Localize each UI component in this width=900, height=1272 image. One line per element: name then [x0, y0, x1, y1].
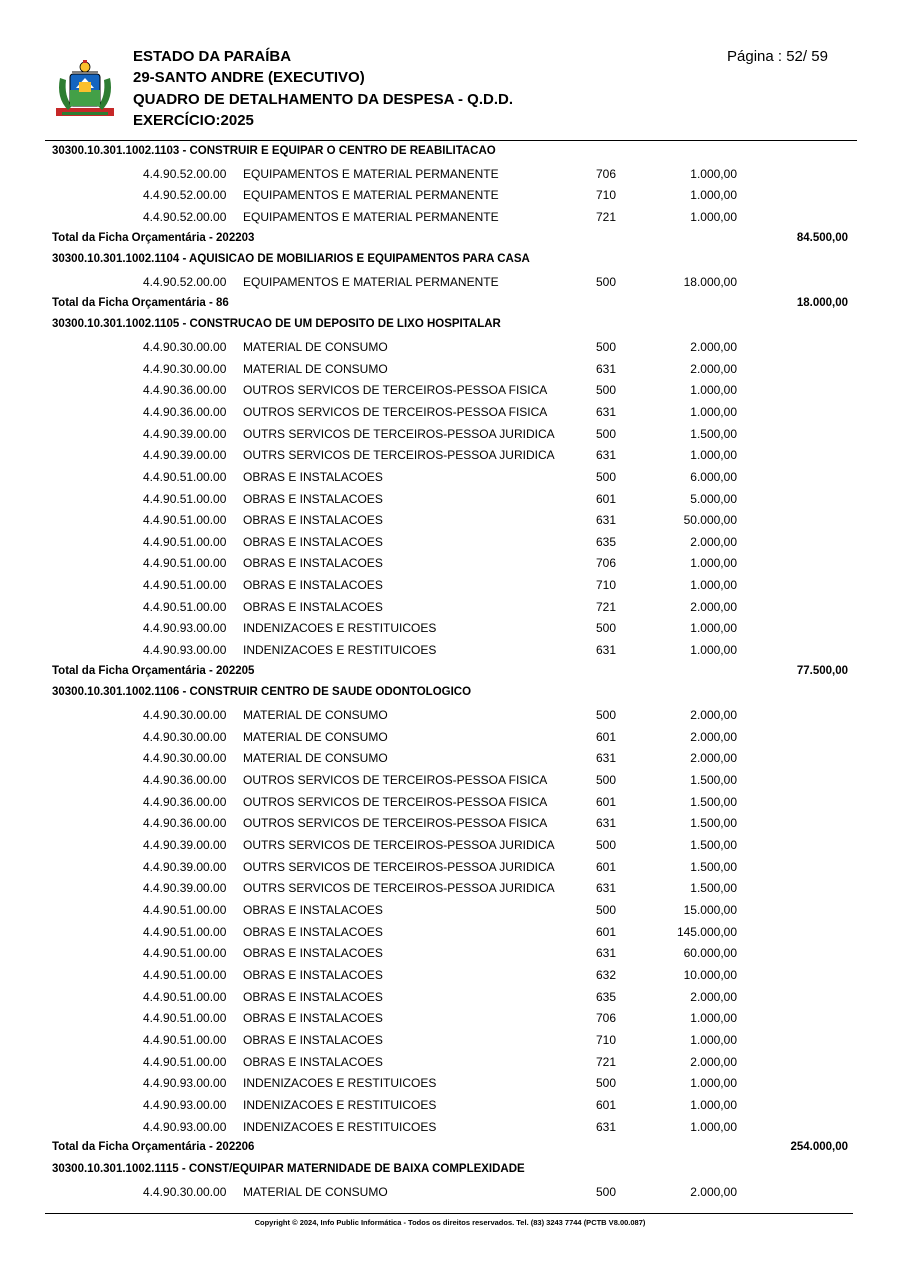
expense-code: 4.4.90.51.00.00: [143, 534, 227, 549]
expense-description: OBRAS E INSTALACOES: [243, 491, 383, 506]
resource-source: 500: [596, 838, 617, 852]
expense-value: 1.000,00: [690, 209, 737, 224]
expense-description: OBRAS E INSTALACOES: [243, 534, 383, 549]
expense-code: 4.4.90.30.00.00: [143, 708, 227, 723]
resource-source: 500: [596, 708, 617, 723]
table-row: [0, 986, 900, 1008]
expense-code: 4.4.90.51.00.00: [143, 967, 227, 982]
table-row: [0, 1116, 900, 1138]
resource-source: 601: [596, 729, 617, 744]
table-row: [0, 921, 900, 943]
header-report-title: QUADRO DE DETALHAMENTO DA DESPESA - Q.D.D.: [133, 91, 514, 108]
table-row: [0, 726, 900, 748]
resource-source: 632: [596, 967, 617, 982]
resource-source: 500: [596, 621, 617, 636]
resource-source: 635: [596, 989, 617, 1004]
expense-code: 4.4.90.93.00.00: [143, 1119, 227, 1134]
expense-code: 4.4.90.30.00.00: [143, 339, 227, 354]
expense-description: EQUIPAMENTOS E MATERIAL PERMANENTE: [243, 209, 499, 224]
expense-value: 10.000,00: [683, 967, 737, 982]
expense-value: 1.000,00: [690, 1119, 737, 1134]
expense-value: 1.500,00: [690, 859, 737, 874]
resource-source: 721: [596, 599, 617, 614]
total-label: Total da Ficha Orçamentária - 202203: [52, 231, 255, 244]
resource-source: 601: [596, 924, 617, 939]
expense-description: OUTRS SERVICOS DE TERCEIROS-PESSOA JURIDICA: [243, 838, 555, 852]
expense-value: 1.000,00: [690, 166, 737, 181]
expense-description: OUTROS SERVICOS DE TERCEIROS-PESSOA FISICA: [243, 404, 548, 419]
total-row: [0, 228, 900, 250]
table-row: [0, 1072, 900, 1094]
expense-value: 1.000,00: [690, 1011, 737, 1026]
expense-description: MATERIAL DE CONSUMO: [243, 751, 388, 766]
action-heading-row: [0, 141, 900, 163]
expense-value: 2.000,00: [690, 989, 737, 1004]
expense-code: 4.4.90.36.00.00: [143, 773, 227, 788]
action-heading-row: [0, 682, 900, 704]
expense-description: INDENIZACOES E RESTITUICOES: [243, 1119, 437, 1134]
expense-code: 4.4.90.51.00.00: [143, 946, 227, 961]
footer-copyright: Copyright © 2024, Info Public Informática - Todos os direitos reservados. Tel. (83) 3243 7744 (PCTB V8.00.087): [254, 1218, 646, 1227]
expense-code: 4.4.90.93.00.00: [143, 1097, 227, 1112]
resource-source: 500: [596, 339, 617, 354]
table-row: [0, 163, 900, 185]
expense-code: 4.4.90.51.00.00: [143, 989, 227, 1004]
expense-description: OBRAS E INSTALACOES: [243, 967, 383, 982]
expense-description: INDENIZACOES E RESTITUICOES: [243, 1076, 437, 1091]
table-row: [0, 336, 900, 358]
expense-code: 4.4.90.30.00.00: [143, 361, 227, 376]
resource-source: 500: [596, 383, 617, 398]
action-heading-row: [0, 249, 900, 271]
expense-description: MATERIAL DE CONSUMO: [243, 708, 388, 723]
action-heading: 30300.10.301.1002.1105 - CONSTRUCAO DE UM DEPOSITO DE LIXO HOSPITALAR: [52, 318, 501, 331]
expense-code: 4.4.90.93.00.00: [143, 643, 227, 658]
total-row: [0, 293, 900, 315]
expense-description: OBRAS E INSTALACOES: [243, 1011, 383, 1026]
resource-source: 631: [596, 513, 617, 528]
table-row: [0, 358, 900, 380]
expense-table: [0, 141, 900, 1202]
resource-source: 631: [596, 816, 617, 831]
expense-description: OBRAS E INSTALACOES: [243, 513, 383, 528]
total-label: Total da Ficha Orçamentária - 202206: [52, 1141, 255, 1154]
table-row: [0, 639, 900, 661]
resource-source: 631: [596, 946, 617, 961]
resource-source: 631: [596, 881, 617, 896]
table-row: [0, 466, 900, 488]
expense-code: 4.4.90.51.00.00: [143, 599, 227, 614]
expense-code: 4.4.90.51.00.00: [143, 924, 227, 939]
resource-source: 500: [596, 902, 617, 917]
expense-code: 4.4.90.51.00.00: [143, 513, 227, 528]
expense-code: 4.4.90.39.00.00: [143, 426, 227, 441]
expense-description: OBRAS E INSTALACOES: [243, 902, 383, 917]
expense-code: 4.4.90.36.00.00: [143, 404, 227, 419]
header-entity: 29-SANTO ANDRE (EXECUTIVO): [133, 69, 365, 86]
expense-value: 1.500,00: [690, 881, 737, 896]
expense-description: OBRAS E INSTALACOES: [243, 989, 383, 1004]
expense-description: MATERIAL DE CONSUMO: [243, 1184, 388, 1199]
resource-source: 710: [596, 578, 617, 593]
total-value: 77.500,00: [796, 664, 848, 677]
expense-code: 4.4.90.51.00.00: [143, 1054, 227, 1069]
expense-description: OUTRS SERVICOS DE TERCEIROS-PESSOA JURIDICA: [243, 426, 555, 441]
expense-value: 1.500,00: [690, 816, 737, 831]
footer-divider: [45, 1213, 853, 1214]
total-value: 18.000,00: [796, 296, 848, 309]
resource-source: 706: [596, 166, 617, 181]
expense-value: 2.000,00: [690, 599, 737, 614]
expense-description: EQUIPAMENTOS E MATERIAL PERMANENTE: [243, 166, 499, 181]
expense-description: OBRAS E INSTALACOES: [243, 1032, 383, 1047]
expense-code: 4.4.90.51.00.00: [143, 902, 227, 917]
expense-description: OUTROS SERVICOS DE TERCEIROS-PESSOA FISICA: [243, 816, 548, 831]
table-row: [0, 509, 900, 531]
expense-description: OUTRS SERVICOS DE TERCEIROS-PESSOA JURIDICA: [243, 448, 555, 463]
expense-value: 1.500,00: [690, 794, 737, 809]
resource-source: 500: [596, 426, 617, 441]
table-row: [0, 942, 900, 964]
expense-value: 1.000,00: [690, 1097, 737, 1112]
resource-source: 631: [596, 643, 617, 658]
resource-source: 500: [596, 1184, 617, 1199]
total-value: 84.500,00: [796, 231, 848, 244]
expense-code: 4.4.90.30.00.00: [143, 729, 227, 744]
total-value: 254.000,00: [790, 1141, 848, 1154]
table-row: [0, 747, 900, 769]
expense-code: 4.4.90.93.00.00: [143, 621, 227, 636]
resource-source: 721: [596, 209, 617, 224]
expense-description: OUTROS SERVICOS DE TERCEIROS-PESSOA FISICA: [243, 794, 548, 809]
expense-value: 2.000,00: [690, 708, 737, 723]
expense-description: INDENIZACOES E RESTITUICOES: [243, 1097, 437, 1112]
expense-value: 1.000,00: [690, 383, 737, 398]
expense-code: 4.4.90.39.00.00: [143, 448, 227, 463]
expense-value: 1.000,00: [690, 643, 737, 658]
expense-code: 4.4.90.52.00.00: [143, 274, 227, 289]
total-row: [0, 1137, 900, 1159]
expense-value: 6.000,00: [690, 469, 737, 484]
resource-source: 710: [596, 188, 617, 203]
resource-source: 500: [596, 469, 617, 484]
table-row: [0, 1051, 900, 1073]
table-row: [0, 1007, 900, 1029]
page-number: Página : 52/ 59: [727, 48, 828, 65]
expense-description: OBRAS E INSTALACOES: [243, 469, 383, 484]
expense-code: 4.4.90.30.00.00: [143, 751, 227, 766]
expense-value: 2.000,00: [690, 751, 737, 766]
table-row: [0, 531, 900, 553]
expense-value: 1.000,00: [690, 448, 737, 463]
expense-code: 4.4.90.30.00.00: [143, 1184, 227, 1199]
resource-source: 631: [596, 448, 617, 463]
resource-source: 631: [596, 404, 617, 419]
table-row: [0, 834, 900, 856]
expense-code: 4.4.90.51.00.00: [143, 491, 227, 506]
resource-source: 601: [596, 491, 617, 506]
resource-source: 706: [596, 1011, 617, 1026]
table-row: [0, 271, 900, 293]
table-row: [0, 769, 900, 791]
resource-source: 631: [596, 361, 617, 376]
expense-code: 4.4.90.36.00.00: [143, 383, 227, 398]
expense-code: 4.4.90.51.00.00: [143, 1032, 227, 1047]
expense-description: OUTRS SERVICOS DE TERCEIROS-PESSOA JURIDICA: [243, 881, 555, 896]
action-heading: 30300.10.301.1002.1106 - CONSTRUIR CENTRO DE SAUDE ODONTOLOGICO: [52, 686, 472, 699]
table-row: [0, 812, 900, 834]
expense-code: 4.4.90.93.00.00: [143, 1076, 227, 1091]
expense-description: OUTROS SERVICOS DE TERCEIROS-PESSOA FISICA: [243, 383, 548, 398]
expense-code: 4.4.90.39.00.00: [143, 881, 227, 896]
expense-description: EQUIPAMENTOS E MATERIAL PERMANENTE: [243, 188, 499, 203]
table-row: [0, 704, 900, 726]
resource-source: 706: [596, 556, 617, 571]
expense-description: OBRAS E INSTALACOES: [243, 1054, 383, 1069]
expense-description: EQUIPAMENTOS E MATERIAL PERMANENTE: [243, 274, 499, 289]
expense-description: OUTROS SERVICOS DE TERCEIROS-PESSOA FISICA: [243, 773, 548, 788]
expense-code: 4.4.90.39.00.00: [143, 838, 227, 852]
table-row: [0, 401, 900, 423]
table-row: [0, 856, 900, 878]
action-heading-row: [0, 314, 900, 336]
expense-value: 1.500,00: [690, 838, 737, 852]
resource-source: 500: [596, 1076, 617, 1091]
expense-value: 2.000,00: [690, 361, 737, 376]
table-row: [0, 1094, 900, 1116]
table-row: [0, 184, 900, 206]
resource-source: 601: [596, 859, 617, 874]
expense-value: 2.000,00: [690, 1054, 737, 1069]
page-header: [0, 0, 900, 142]
table-row: [0, 444, 900, 466]
table-row: [0, 1181, 900, 1203]
table-row: [0, 617, 900, 639]
table-row: [0, 206, 900, 228]
resource-source: 721: [596, 1054, 617, 1069]
action-heading: 30300.10.301.1002.1103 - CONSTRUIR E EQUIPAR O CENTRO DE REABILITACAO: [52, 145, 496, 157]
expense-value: 1.000,00: [690, 621, 737, 636]
expense-description: OBRAS E INSTALACOES: [243, 578, 383, 593]
expense-code: 4.4.90.36.00.00: [143, 794, 227, 809]
expense-code: 4.4.90.52.00.00: [143, 209, 227, 224]
resource-source: 601: [596, 1097, 617, 1112]
expense-value: 145.000,00: [676, 924, 737, 939]
action-heading: 30300.10.301.1002.1104 - AQUISICAO DE MOBILIARIOS E EQUIPAMENTOS PARA CASA: [52, 253, 530, 266]
action-heading-row: [0, 1159, 900, 1181]
table-row: [0, 552, 900, 574]
expense-code: 4.4.90.51.00.00: [143, 469, 227, 484]
table-row: [0, 423, 900, 445]
expense-description: INDENIZACOES E RESTITUICOES: [243, 621, 437, 636]
expense-value: 2.000,00: [690, 339, 737, 354]
expense-description: MATERIAL DE CONSUMO: [243, 361, 388, 376]
expense-value: 18.000,00: [683, 274, 737, 289]
table-row: [0, 899, 900, 921]
resource-source: 500: [596, 773, 617, 788]
expense-value: 2.000,00: [690, 1184, 737, 1199]
expense-value: 1.000,00: [690, 556, 737, 571]
table-row: [0, 964, 900, 986]
expense-code: 4.4.90.51.00.00: [143, 1011, 227, 1026]
table-row: [0, 1029, 900, 1051]
expense-code: 4.4.90.51.00.00: [143, 556, 227, 571]
total-row: [0, 661, 900, 683]
expense-description: OBRAS E INSTALACOES: [243, 924, 383, 939]
expense-value: 1.000,00: [690, 1032, 737, 1047]
expense-description: INDENIZACOES E RESTITUICOES: [243, 643, 437, 658]
action-heading: 30300.10.301.1002.1115 - CONST/EQUIPAR MATERNIDADE DE BAIXA COMPLEXIDADE: [52, 1162, 525, 1175]
expense-value: 1.000,00: [690, 1076, 737, 1091]
expense-value: 1.500,00: [690, 426, 737, 441]
expense-description: MATERIAL DE CONSUMO: [243, 339, 388, 354]
expense-value: 1.000,00: [690, 578, 737, 593]
resource-source: 631: [596, 1119, 617, 1134]
expense-description: MATERIAL DE CONSUMO: [243, 729, 388, 744]
expense-description: OUTRS SERVICOS DE TERCEIROS-PESSOA JURIDICA: [243, 859, 555, 874]
expense-value: 15.000,00: [683, 902, 737, 917]
expense-code: 4.4.90.52.00.00: [143, 166, 227, 181]
total-label: Total da Ficha Orçamentária - 202205: [52, 664, 255, 677]
expense-value: 60.000,00: [683, 946, 737, 961]
table-row: [0, 791, 900, 813]
resource-source: 635: [596, 534, 617, 549]
table-row: [0, 488, 900, 510]
table-row: [0, 596, 900, 618]
header-year: EXERCÍCIO:2025: [133, 112, 254, 129]
state-coat-of-arms-icon: [52, 58, 118, 122]
resource-source: 500: [596, 274, 617, 289]
expense-description: OBRAS E INSTALACOES: [243, 556, 383, 571]
expense-value: 5.000,00: [690, 491, 737, 506]
expense-code: 4.4.90.51.00.00: [143, 578, 227, 593]
table-row: [0, 574, 900, 596]
resource-source: 601: [596, 794, 617, 809]
expense-code: 4.4.90.36.00.00: [143, 816, 227, 831]
expense-value: 2.000,00: [690, 534, 737, 549]
expense-code: 4.4.90.39.00.00: [143, 859, 227, 874]
expense-value: 1.000,00: [690, 404, 737, 419]
expense-description: OBRAS E INSTALACOES: [243, 599, 383, 614]
expense-value: 1.500,00: [690, 773, 737, 788]
header-state: ESTADO DA PARAÍBA: [133, 48, 292, 65]
resource-source: 710: [596, 1032, 617, 1047]
table-row: [0, 877, 900, 899]
expense-value: 1.000,00: [690, 188, 737, 203]
expense-value: 2.000,00: [690, 729, 737, 744]
table-row: [0, 379, 900, 401]
resource-source: 631: [596, 751, 617, 766]
total-label: Total da Ficha Orçamentária - 86: [52, 296, 229, 309]
expense-description: OBRAS E INSTALACOES: [243, 946, 383, 961]
expense-code: 4.4.90.52.00.00: [143, 188, 227, 203]
expense-value: 50.000,00: [683, 513, 737, 528]
